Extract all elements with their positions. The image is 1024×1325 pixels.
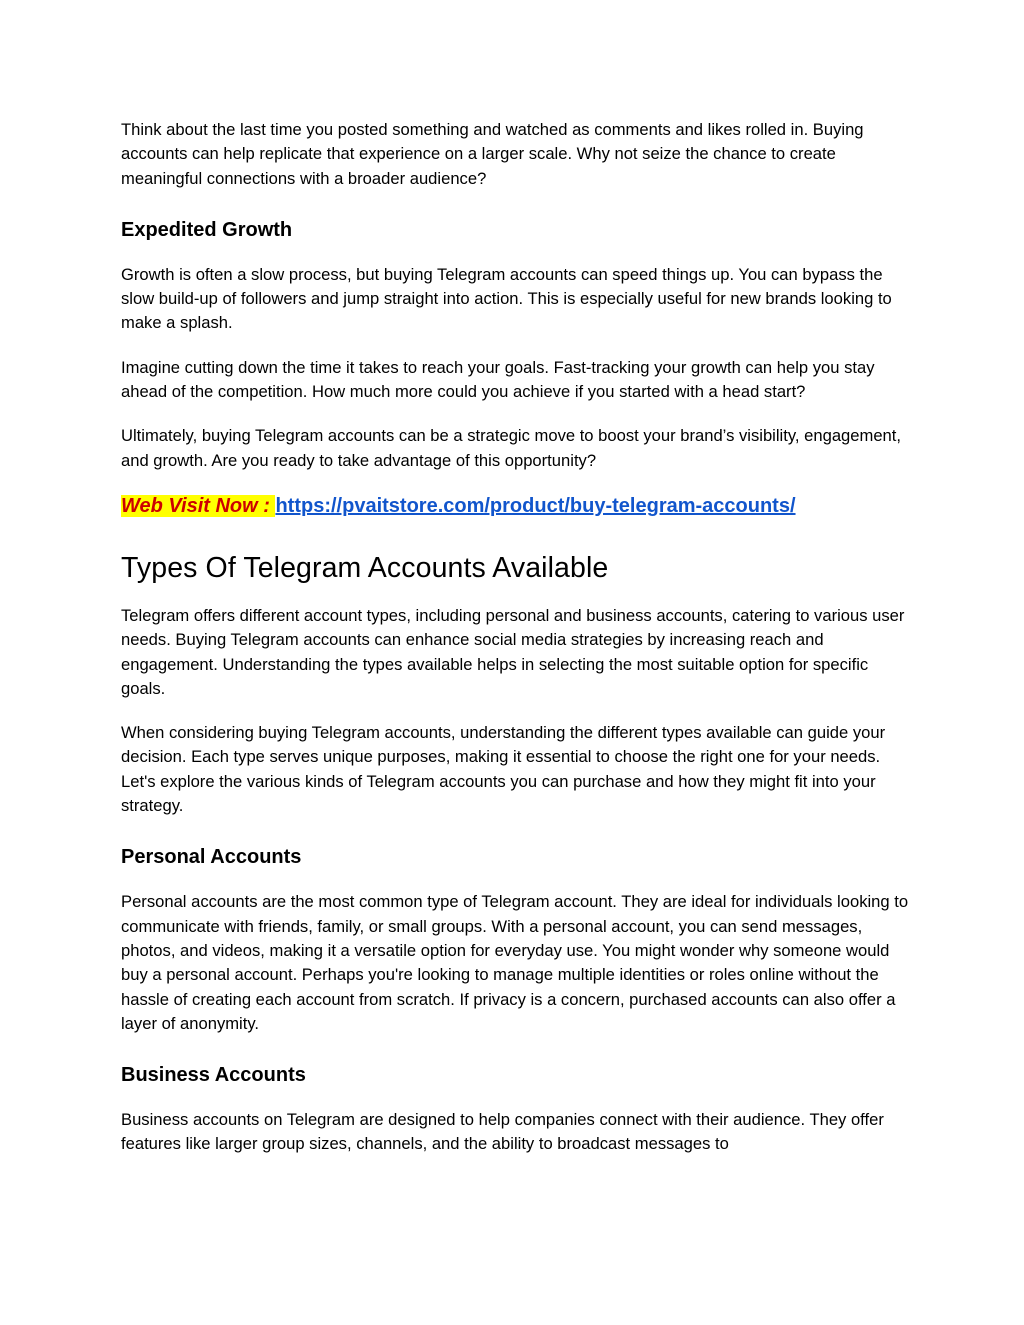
intro-paragraph: Think about the last time you posted something and watched as comments and likes rolled in. Buying accounts can help replicate that experience on a larger scale. Why not seize the chance to create meaningful connections with a broader audience? [121,120,864,188]
paragraph-personal: Personal accounts are the most common type of Telegram account. They are ideal for individuals looking to communicate with friends, family, or small groups. With a personal account, you can send messages, photos, and videos, making it a versatile option for everyday use. You might wonder why someone would buy a personal account. Perhaps you're looking to manage multiple identities or roles online without the hassle of creating each account from scratch. If privacy is a concern, purchased accounts can also offer a layer of anonymity. [121,892,909,1033]
paragraph-growth: Growth is often a slow process, but buying Telegram accounts can speed things up. You can bypass the slow build-up of followers and jump straight into action. This is especially useful for new brands looking to make a splash. [121,264,892,333]
heading-expedited-growth: Expedited Growth [121,218,293,241]
heading-business-accounts: Business Accounts [121,1064,306,1087]
web-visit-link[interactable]: https://pvaitstore.com/product/buy-telegram-accounts/ [275,494,796,517]
paragraph-ultimately: Ultimately, buying Telegram accounts can be a strategic move to boost your brand’s visibility, engagement, and growth. Are you ready to take advantage of this opportunity? [121,426,902,470]
web-visit-label: Web Visit Now : [121,494,276,517]
paragraph-imagine: Imagine cutting down the time it takes to reach your goals. Fast-tracking your growth can help you stay ahead of the competition. How much more could you achieve if you started with a head start? [121,357,875,402]
heading-types-of-accounts: Types Of Telegram Accounts Available [121,551,609,584]
paragraph-when-considering: When considering buying Telegram accounts, understanding the different types available can guide your decision. Each type serves unique purposes, making it essential to choose the right one for your needs. Let's explore the various kinds of Telegram accounts you can purchase and how they might fit into your strategy. [121,723,886,816]
document-page [121,118,911,1157]
paragraph-telegram-offers: Telegram offers different account types, including personal and business accounts, catering to various user needs. Buying Telegram accounts can enhance social media strategies by increasing reach and engagement. Understanding the types available helps in selecting the most suitable option for specific goals. [121,605,905,698]
paragraph-business: Business accounts on Telegram are designed to help companies connect with their audience. They offer features like larger group sizes, channels, and the ability to broadcast messages to [121,1110,884,1154]
web-visit-line [121,493,911,519]
heading-personal-accounts: Personal Accounts [121,846,302,869]
